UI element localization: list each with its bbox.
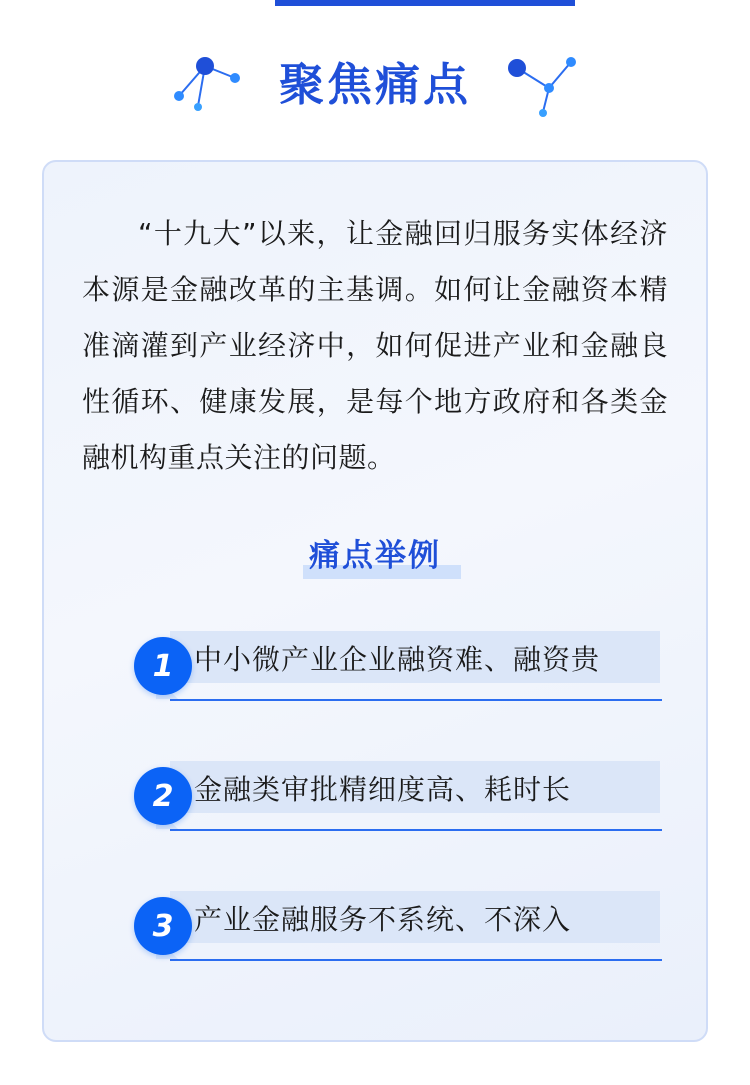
list-item (82, 631, 668, 721)
list-item-label: 产业金融服务不系统、不深入 (194, 903, 572, 936)
subtitle-text: 痛点举例 (309, 538, 441, 574)
network-nodes-icon-right (499, 44, 585, 124)
subtitle (303, 530, 447, 579)
list-item (82, 891, 668, 981)
list-item-underline (170, 959, 662, 961)
page-header (0, 34, 750, 134)
subtitle-wrap (82, 530, 668, 579)
list-item-label: 金融类审批精细度高、耗时长 (194, 773, 572, 806)
content-card (42, 160, 708, 1042)
list-item-label: 中小微产业企业融资难、融资贵 (194, 643, 601, 676)
page-title: 聚焦痛点 (278, 57, 471, 111)
list-item-number: 2 (134, 767, 192, 825)
list-item (82, 761, 668, 851)
intro-paragraph: “十九大”以来，让金融回归服务实体经济本源是金融改革的主基调。如何让金融资本精准滴灌到产业经济中，如何促进产业和金融良性循环、健康发展，是每个地方政府和各类金融机构重点关注的问题。 (82, 217, 668, 474)
list-item-number: 3 (134, 897, 192, 955)
list-item-underline (170, 699, 662, 701)
list-item-underline (170, 829, 662, 831)
list-item-number: 1 (134, 637, 192, 695)
network-nodes-icon-left (165, 44, 251, 124)
pain-point-list (82, 631, 668, 981)
top-accent-bar (275, 0, 575, 6)
